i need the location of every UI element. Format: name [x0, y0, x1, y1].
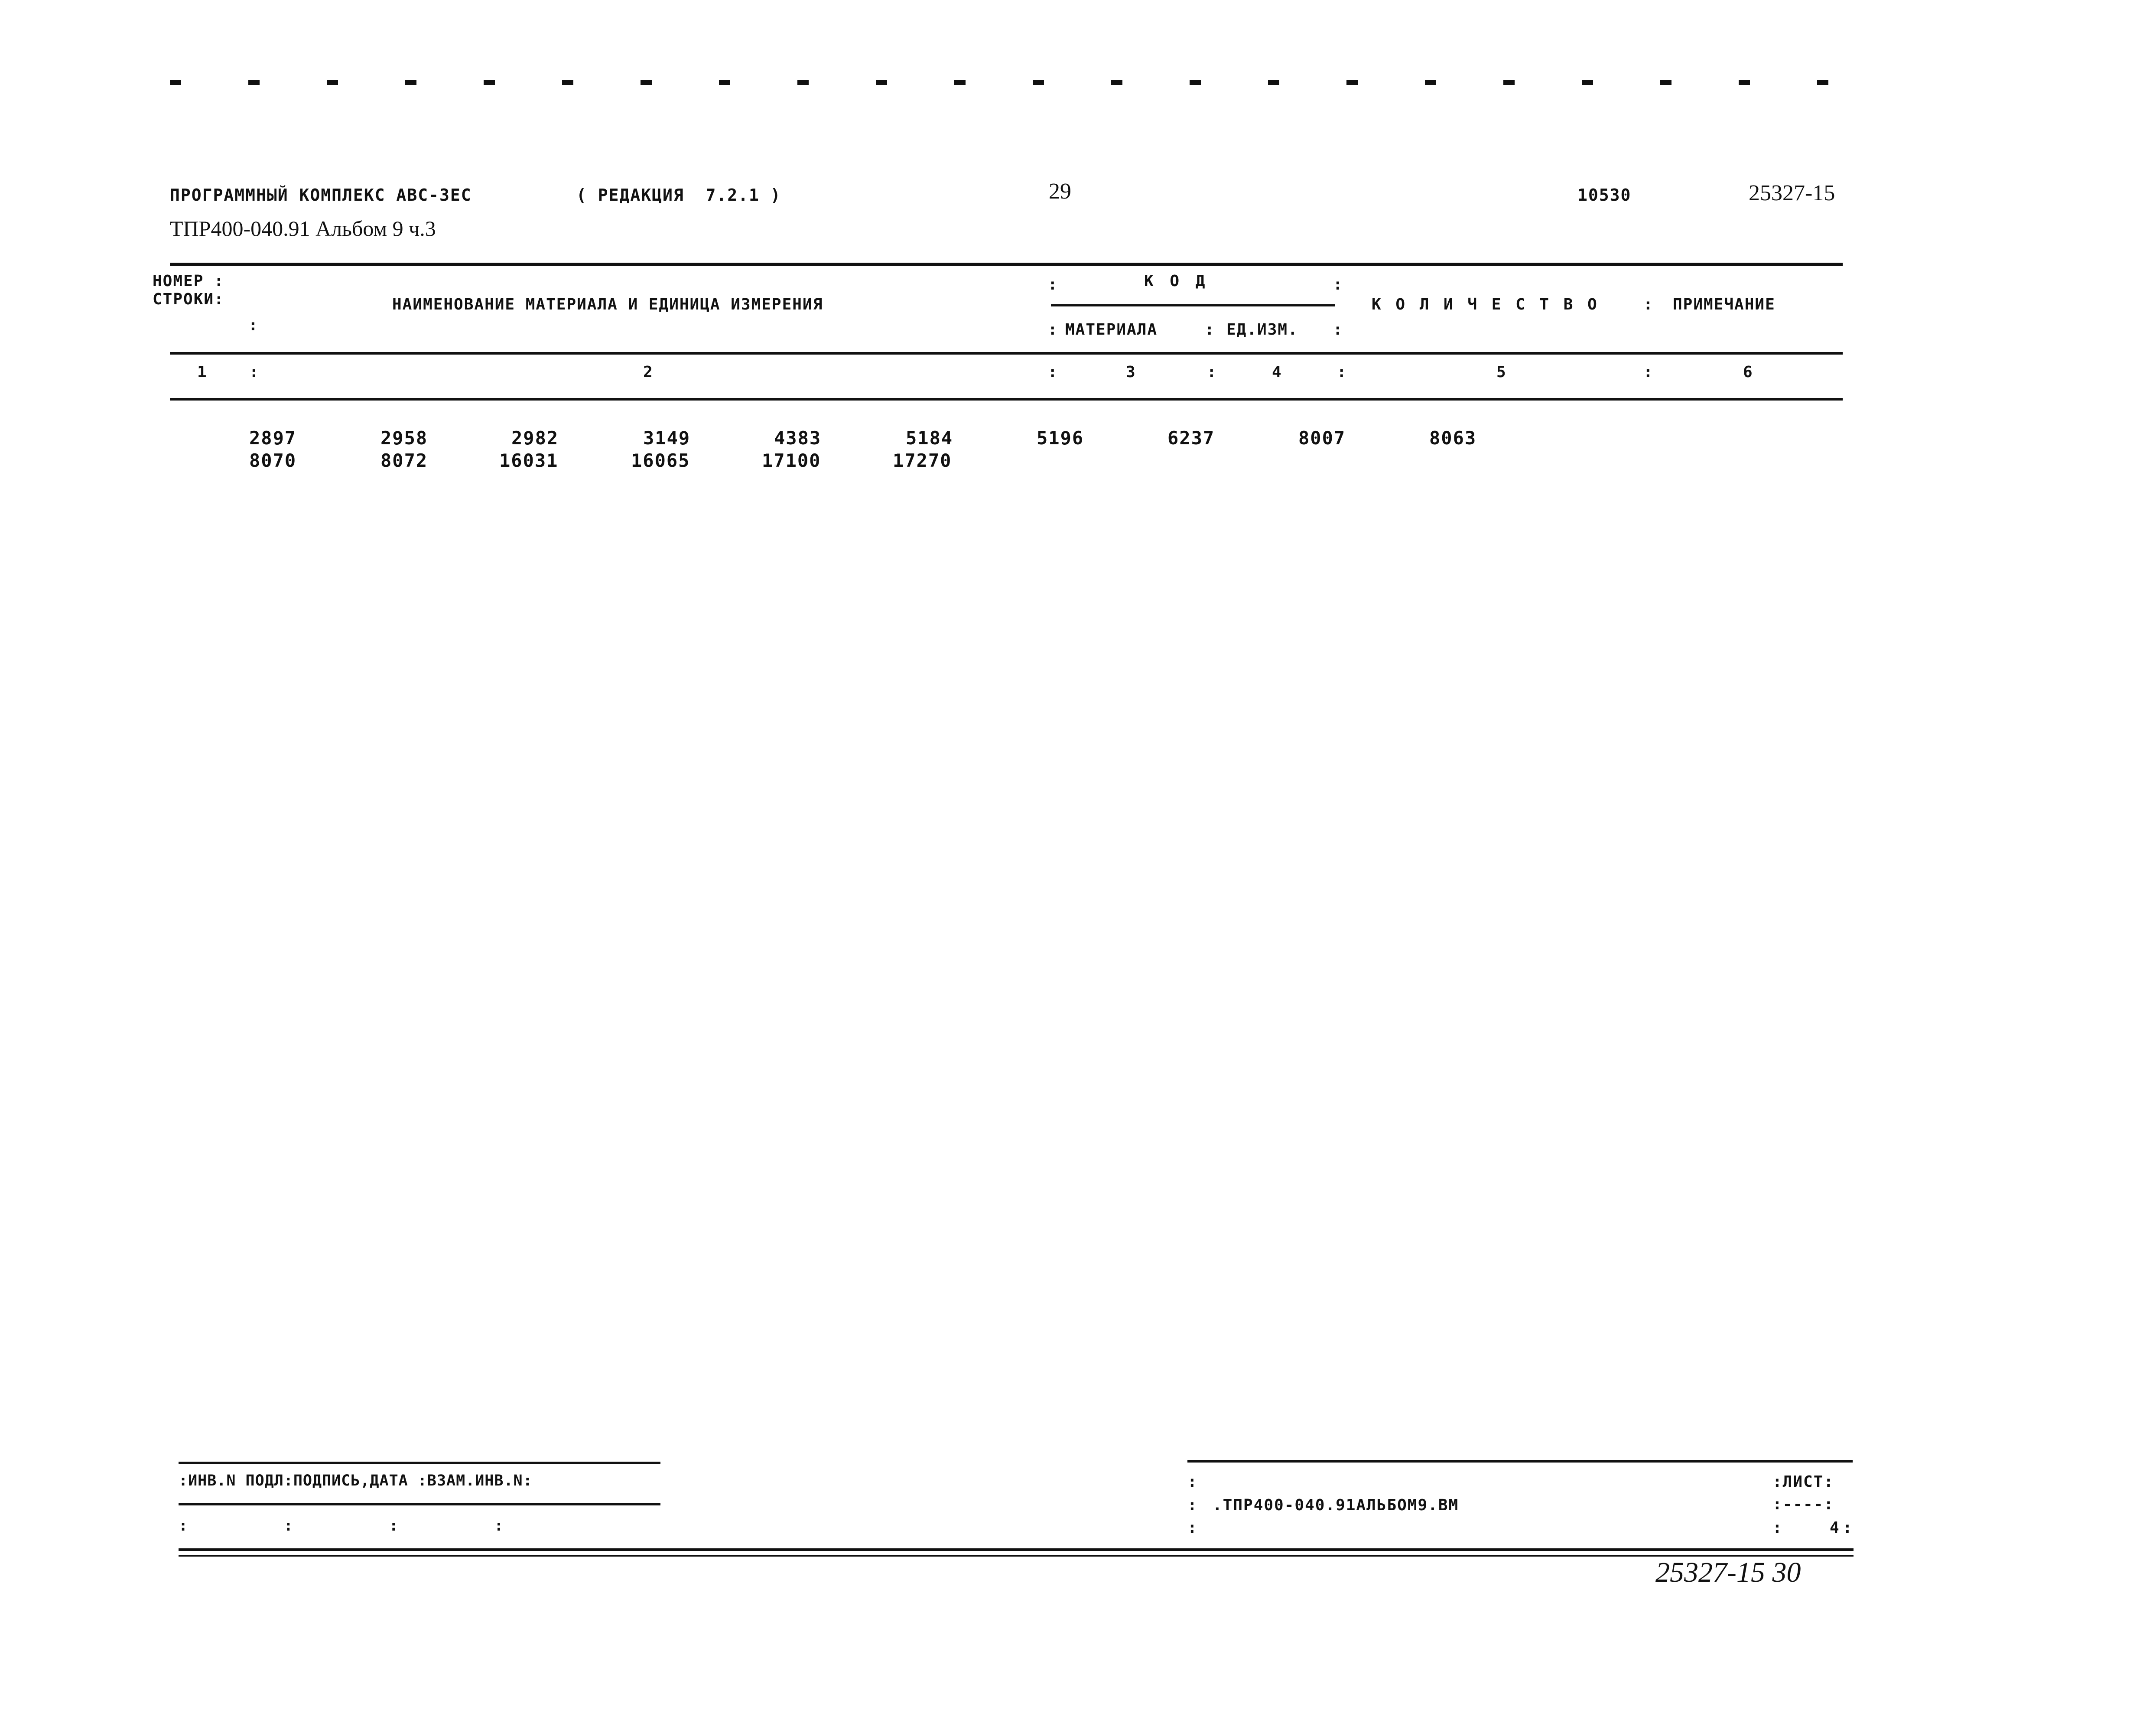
perforation-dash	[641, 80, 652, 85]
note-header: ПРИМЕЧАНИЕ	[1673, 296, 1776, 313]
stamp-right-sep: :	[1187, 1496, 1198, 1514]
perforation-dash	[1425, 80, 1436, 85]
list-item: 3149	[643, 427, 691, 449]
perforation-dash	[1268, 80, 1279, 85]
perforation-dash	[327, 80, 338, 85]
perforation-dash	[1346, 80, 1358, 85]
col1-header-line2: СТРОКИ:	[153, 290, 224, 308]
program-title: ПРОГРАММНЫЙ КОМПЛЕКС АВС-3ЕС	[170, 186, 472, 205]
quantity-sep: :	[1643, 296, 1654, 313]
sheet-separator: :----:	[1772, 1495, 1834, 1513]
col-number-1: 1	[197, 363, 208, 381]
sheet-number: 4	[1830, 1519, 1840, 1537]
perforation-dash	[1817, 80, 1828, 85]
perforation-dash	[562, 80, 573, 85]
handwritten-note: 25327-15 30	[1655, 1557, 1801, 1588]
table-header-rule	[170, 352, 1843, 355]
code-sep: :	[1333, 321, 1343, 339]
perforation-dash	[248, 80, 260, 85]
col-number-6: 6	[1743, 363, 1753, 381]
col2-header: НАИМЕНОВАНИЕ МАТЕРИАЛА И ЕДИНИЦА ИЗМЕРЕНИЯ	[392, 296, 823, 313]
perforation-dash	[1033, 80, 1044, 85]
document-subtitle: ТПР400-040.91 Альбом 9 ч.3	[170, 216, 436, 241]
code-subrule	[1051, 304, 1335, 306]
list-item: 5196	[1037, 427, 1084, 449]
perforation-dash	[1190, 80, 1201, 85]
perforation-dash	[170, 80, 181, 85]
list-item: 8070	[249, 450, 297, 471]
list-item: 2897	[249, 427, 297, 449]
stamp-left-row: : : : :	[179, 1517, 504, 1534]
page-number: 29	[1049, 179, 1071, 204]
quantity-header: К О Л И Ч Е С Т В О	[1372, 296, 1600, 313]
list-item: 5184	[906, 427, 953, 449]
header-code-b: 25327-15	[1749, 181, 1835, 205]
list-item: 17270	[893, 450, 952, 471]
code-material-header: МАТЕРИАЛА	[1065, 321, 1158, 339]
code-sep-right: :	[1333, 276, 1343, 293]
code-unit-header: ЕД.ИЗМ.	[1226, 321, 1298, 339]
perforation-dash	[405, 80, 416, 85]
col-number-3: 3	[1126, 363, 1136, 381]
list-item: 8007	[1298, 427, 1346, 449]
col-number-4: 4	[1272, 363, 1282, 381]
col-number-sep: :	[1337, 363, 1347, 381]
list-item: 16031	[499, 450, 559, 471]
stamp-left-mid-rule	[179, 1503, 660, 1505]
perforation-dash	[954, 80, 966, 85]
table-body-rule	[170, 398, 1843, 401]
perforation-dash	[484, 80, 495, 85]
list-item: 17100	[762, 450, 821, 471]
list-item: 2958	[380, 427, 428, 449]
perforation-dash	[1739, 80, 1750, 85]
list-item: 16065	[631, 450, 690, 471]
stamp-right-sep: :	[1772, 1519, 1783, 1537]
col-number-2: 2	[643, 363, 654, 381]
perforation-dash	[797, 80, 809, 85]
footer-rule-thin	[179, 1555, 1854, 1557]
col-number-sep: :	[1207, 363, 1217, 381]
edition-label: ( РЕДАКЦИЯ 7.2.1 )	[576, 186, 781, 205]
code-header: К О Д	[1144, 272, 1209, 290]
perforation-dash	[1111, 80, 1122, 85]
perforation-dash	[1660, 80, 1671, 85]
code-sep-left: :	[1048, 276, 1058, 293]
perforation-dash	[876, 80, 887, 85]
col-number-sep: :	[249, 363, 260, 381]
list-item: 2982	[511, 427, 559, 449]
stamp-right-sep: :	[1187, 1473, 1198, 1491]
header-code-a: 10530	[1577, 186, 1632, 205]
stamp-left-labels: :ИНВ.N ПОДЛ:ПОДПИСЬ,ДАТА :ВЗАМ.ИНВ.N:	[179, 1472, 533, 1489]
code-sep: :	[1205, 321, 1215, 339]
list-item: 6237	[1167, 427, 1215, 449]
list-item: 4383	[774, 427, 822, 449]
table-top-rule	[170, 263, 1843, 266]
col1-header-line1: НОМЕР :	[153, 272, 224, 290]
col-number-sep: :	[1643, 363, 1654, 381]
footer-rule	[179, 1548, 1854, 1551]
perforation-dash	[1582, 80, 1593, 85]
col-number-sep: :	[1048, 363, 1058, 381]
col-number-5: 5	[1496, 363, 1507, 381]
list-item: 8063	[1429, 427, 1477, 449]
perforation-dash	[719, 80, 730, 85]
stamp-left-top-rule	[179, 1462, 660, 1464]
code-sep: :	[1048, 321, 1058, 339]
list-item: 8072	[380, 450, 428, 471]
stamp-right-sep: :	[1187, 1519, 1198, 1537]
document-code: .ТПР400-040.91АЛЬБОМ9.ВМ	[1213, 1496, 1459, 1514]
col1-header-line3: :	[248, 316, 259, 334]
stamp-right-top-rule	[1187, 1460, 1853, 1463]
perforation-dash	[1503, 80, 1515, 85]
stamp-right-sep: :	[1843, 1519, 1853, 1537]
sheet-label: :ЛИСТ:	[1772, 1473, 1834, 1491]
